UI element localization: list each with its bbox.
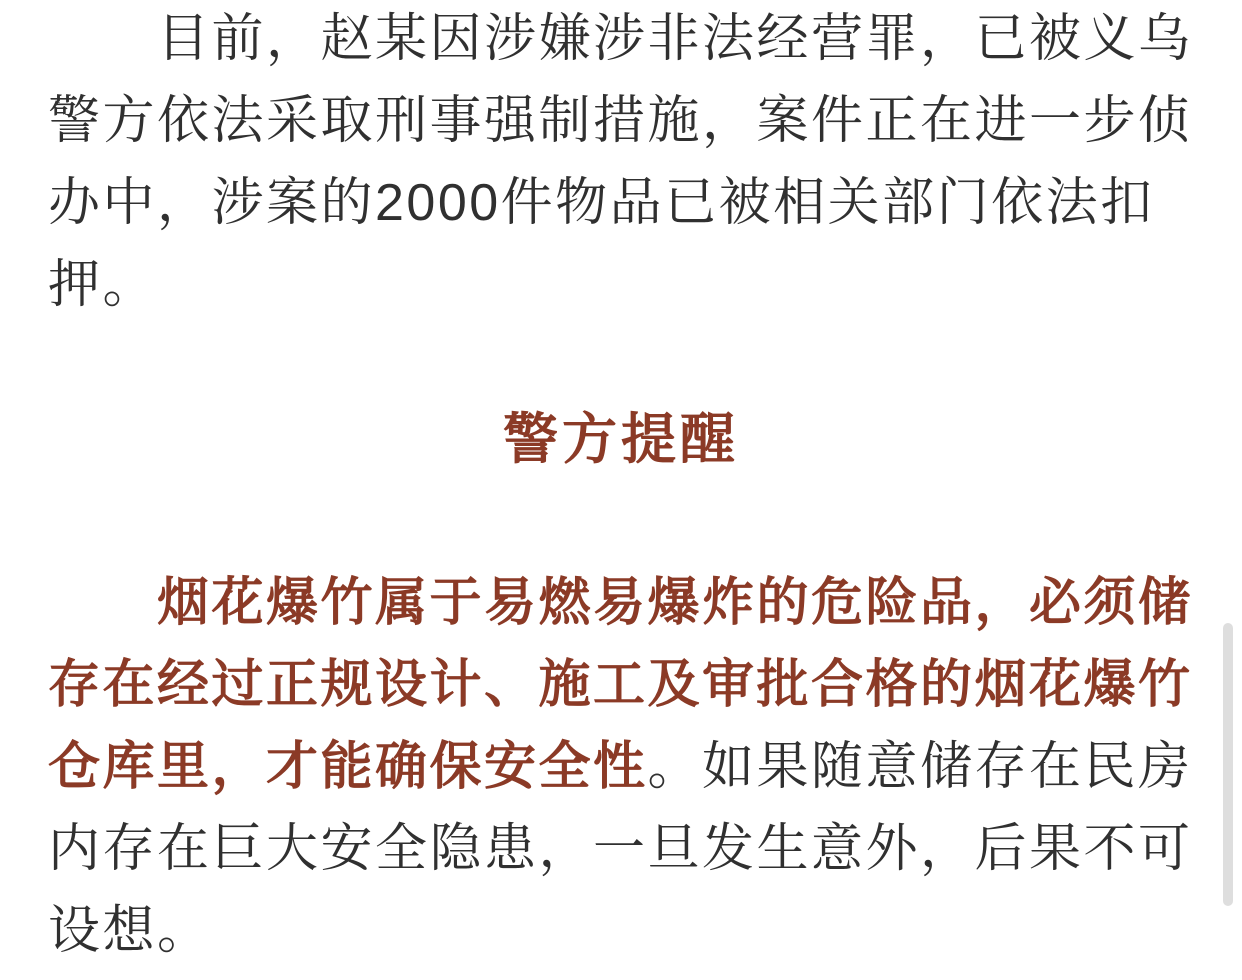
warning-emphasis-text: 存在经过正规设计、施工及审批合格的烟花爆竹 (48, 656, 1193, 714)
body-text: 内存在巨大安全隐患，一旦发生意外，后果不可 (48, 820, 1193, 878)
text-line (48, 80, 1194, 162)
warning-emphasis-text: 烟花爆竹属于易燃易爆炸的危险品，必须储 (157, 574, 1193, 632)
body-text: 警方依法采取刑事强制措施，案件正在进一步侦 (48, 92, 1193, 150)
text-line (48, 808, 1194, 890)
text-line (48, 162, 1194, 244)
text-line (48, 644, 1194, 726)
body-text: 押。 (48, 256, 158, 314)
body-text: 。如果随意储存在民房 (647, 738, 1193, 796)
text-line (48, 726, 1194, 808)
body-text: 办中，涉案的2000件物品已被相关部门依法扣 (48, 174, 1155, 232)
text-line (48, 244, 1194, 326)
text-line (48, 0, 1194, 80)
scrollbar-thumb[interactable] (1223, 623, 1233, 906)
body-text: 目前，赵某因涉嫌涉非法经营罪，已被义乌 (157, 10, 1193, 68)
section-heading-police-reminder: 警方提醒 (502, 408, 739, 470)
body-text: 设想。 (48, 902, 212, 960)
paragraph-warning (48, 562, 1194, 972)
warning-emphasis-text: 仓库里，才能确保安全性 (48, 738, 648, 796)
paragraph-case-status (48, 0, 1194, 326)
text-line (48, 890, 1194, 972)
text-line (48, 562, 1194, 644)
